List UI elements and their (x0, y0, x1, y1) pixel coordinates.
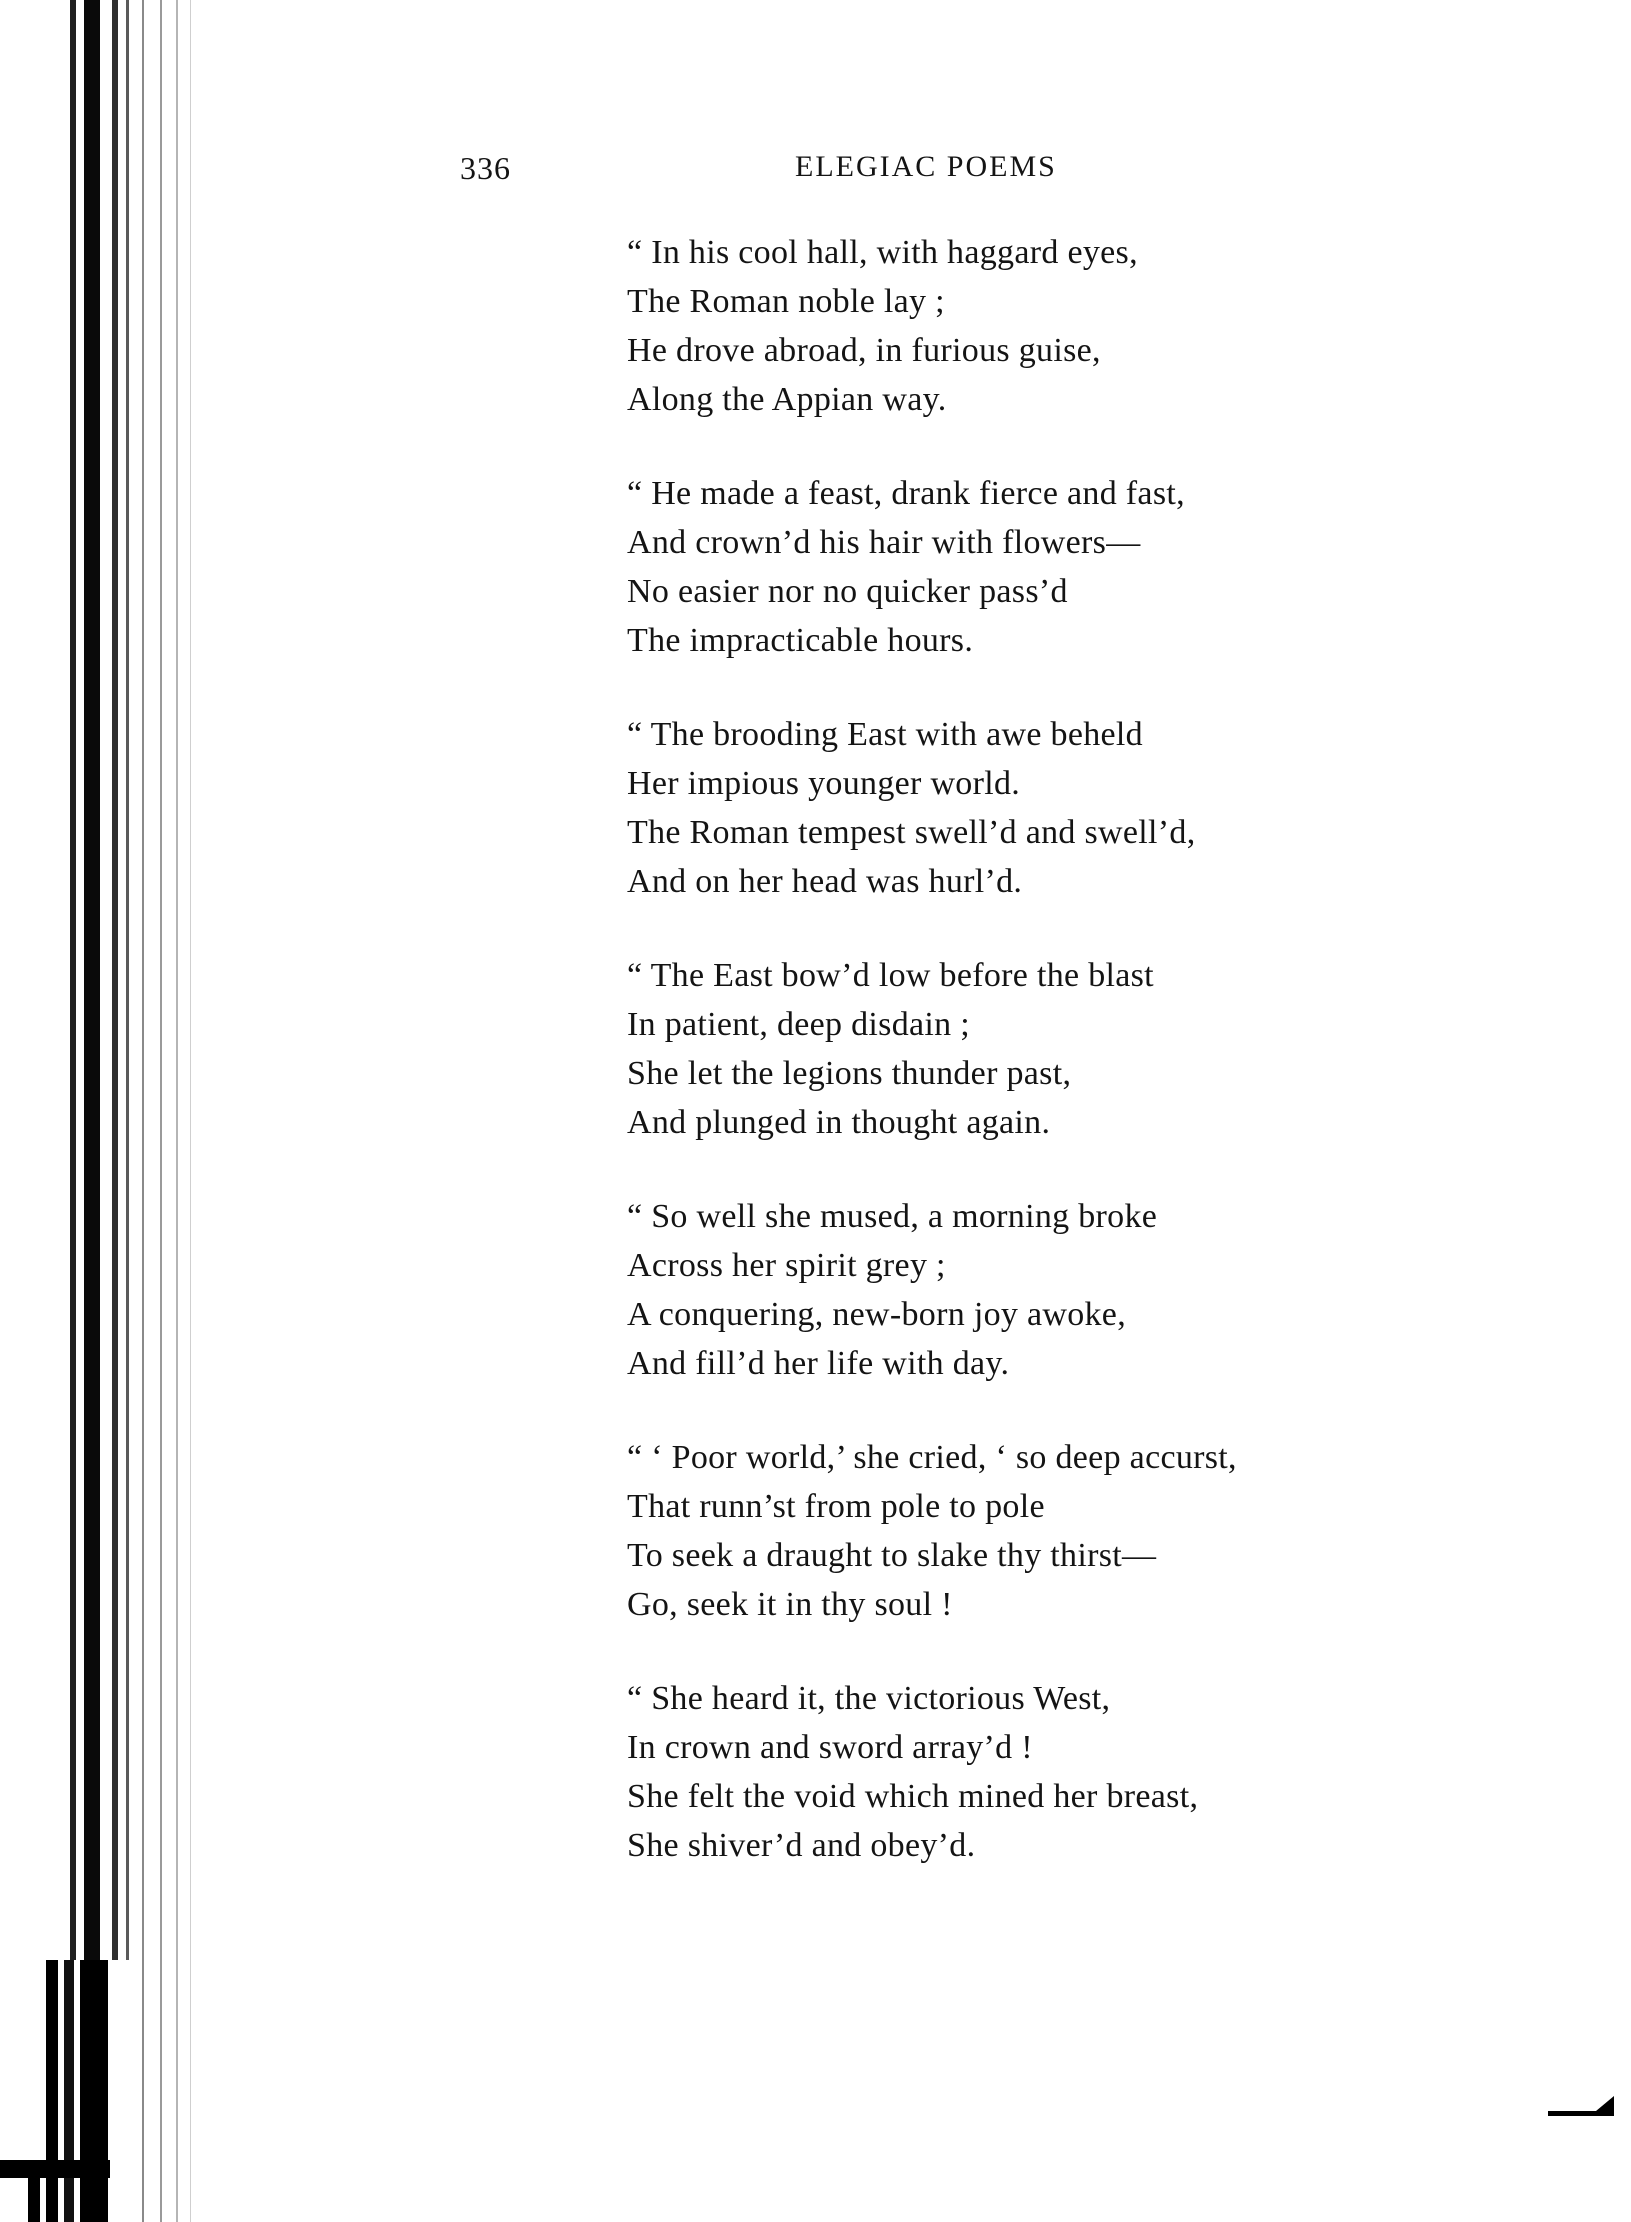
poem-line: The Roman tempest swell’d and swell’d, (627, 814, 1196, 851)
poem-line: “ He made a feast, drank fierce and fast, (627, 475, 1185, 512)
stanza (627, 469, 1387, 665)
poem-line: Go, seek it in thy soul ! (627, 1586, 953, 1623)
poem-line: “ The East bow’d low before the blast (627, 957, 1154, 994)
poem-line: That runn’st from pole to pole (627, 1488, 1045, 1525)
stanza (627, 1674, 1387, 1870)
poem-line: She let the legions thunder past, (627, 1055, 1072, 1092)
poem-line: No easier nor no quicker pass’d (627, 573, 1068, 610)
poem-line: She felt the void which mined her breast, (627, 1778, 1199, 1815)
scan-edge-mark (0, 2160, 110, 2178)
page-header (460, 150, 1260, 200)
scan-corner-mark (1548, 2094, 1614, 2116)
poem-line: “ ‘ Poor world,’ she cried, ‘ so deep accurst, (627, 1439, 1237, 1476)
stanza (627, 1192, 1387, 1388)
poem-line: “ She heard it, the victorious West, (627, 1680, 1111, 1717)
scan-edge-mark-foot (28, 2170, 40, 2222)
stanza (627, 228, 1387, 424)
poem-line: Along the Appian way. (627, 381, 947, 418)
poem-line: In crown and sword array’d ! (627, 1729, 1033, 1766)
stanza (627, 951, 1387, 1147)
poem-line: The impracticable hours. (627, 622, 974, 659)
poem-line: And on her head was hurl’d. (627, 863, 1023, 900)
page-gutter-shadow (0, 0, 210, 2222)
stanza (627, 710, 1387, 906)
poem-line: In patient, deep disdain ; (627, 1006, 970, 1043)
poem-line: And plunged in thought again. (627, 1104, 1051, 1141)
stanza (627, 1433, 1387, 1629)
poem-line: She shiver’d and obey’d. (627, 1827, 976, 1864)
poem-line: “ So well she mused, a morning broke (627, 1198, 1158, 1235)
poem-line: He drove abroad, in furious guise, (627, 332, 1101, 369)
poem-line: A conquering, new-born joy awoke, (627, 1296, 1126, 1333)
poem-body (627, 228, 1387, 1915)
page-number: 336 (460, 150, 511, 186)
poem-line: Across her spirit grey ; (627, 1247, 946, 1284)
poem-line: And fill’d her life with day. (627, 1345, 1010, 1382)
poem-line: The Roman noble lay ; (627, 283, 945, 320)
poem-line: “ In his cool hall, with haggard eyes, (627, 234, 1138, 271)
poem-line: To seek a draught to slake thy thirst— (627, 1537, 1157, 1574)
page-gutter-shadow-bottom (0, 1960, 140, 2222)
running-head: ELEGIAC POEMS (795, 150, 1057, 183)
poem-line: “ The brooding East with awe beheld (627, 716, 1143, 753)
poem-line: Her impious younger world. (627, 765, 1021, 802)
poem-line: And crown’d his hair with flowers— (627, 524, 1141, 561)
